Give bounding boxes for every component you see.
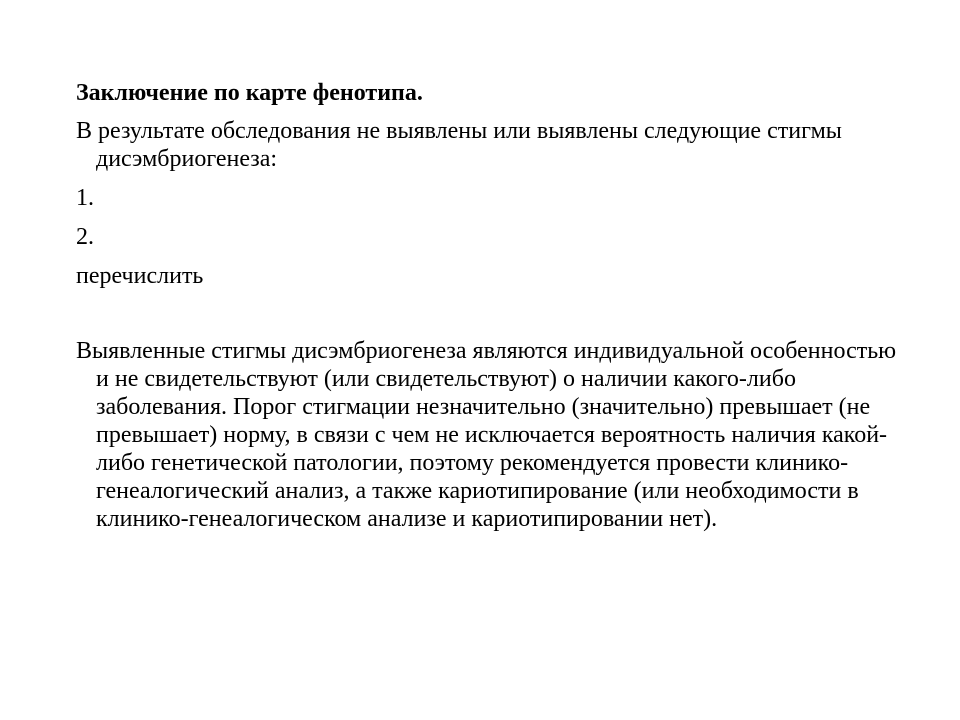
list-item-1: 1.	[76, 185, 94, 211]
list-item-2: 2.	[76, 224, 94, 250]
intro-paragraph: В результате обследования не выявлены или выявлены следующие стигмы дисэмбриогенеза:	[76, 118, 842, 172]
enumerate-label: перечислить	[76, 263, 204, 289]
conclusion-paragraph: Выявленные стигмы дисэмбриогенеза являются индивидуальной особенностью и не свидетельствуют (или свидетельствуют) о наличии какого-либо заболевания. Порог стигмации незначительно (значительно) превышает (не превышает) норму, в связи с чем не исключается вероятность наличия какой-либо генетической патологии, поэтому рекомендуется провести клинико-генеалогический анализ, а также кариотипирование (или необходимости в клинико-генеалогическом анализе и кариотипировании нет).	[76, 338, 897, 532]
slide-heading: Заключение по карте фенотипа.	[76, 80, 423, 106]
slide-content	[76, 79, 906, 533]
